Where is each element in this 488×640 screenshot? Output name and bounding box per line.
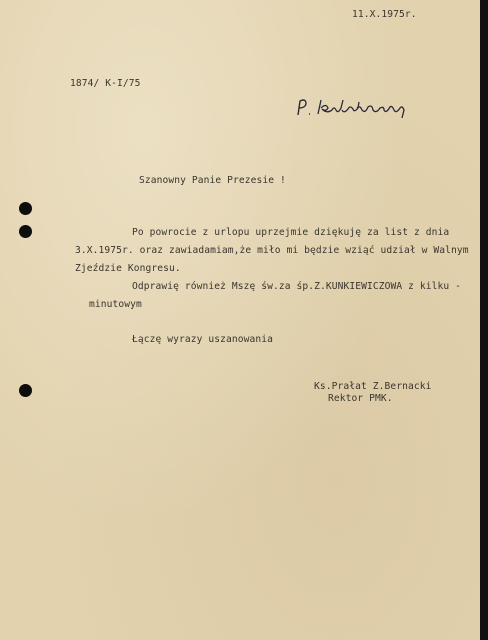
body-line: Po powrocie z urlopu uprzejmie dziękuję za list z dnia [132, 227, 450, 238]
punch-hole [19, 225, 32, 238]
signature-name: Ks.Prałat Z.Bernacki [314, 381, 432, 392]
signature-title: Rektor PMK. [328, 393, 393, 404]
body-line: Odprawię również Mszę św.za śp.Z.KUNKIEWICZOWA z kilku - [132, 281, 462, 292]
scan-edge [480, 0, 488, 640]
reference-number: 1874/ K-I/75 [70, 78, 141, 89]
punch-hole [19, 202, 32, 215]
letter-date: 11.X.1975r. [352, 9, 417, 20]
body-line: minutowym [89, 299, 142, 310]
salutation: Szanowny Panie Prezesie ! [139, 175, 286, 186]
punch-hole [19, 384, 32, 397]
body-line: Zjeździe Kongresu. [75, 263, 181, 274]
closing: Łączę wyrazy uszanowania [132, 334, 274, 345]
body-line: 3.X.1975r. oraz zawiadamiam,że miło mi będzie wziąć udział w Walnym [75, 245, 469, 256]
handwritten-recipient-note [296, 96, 416, 120]
